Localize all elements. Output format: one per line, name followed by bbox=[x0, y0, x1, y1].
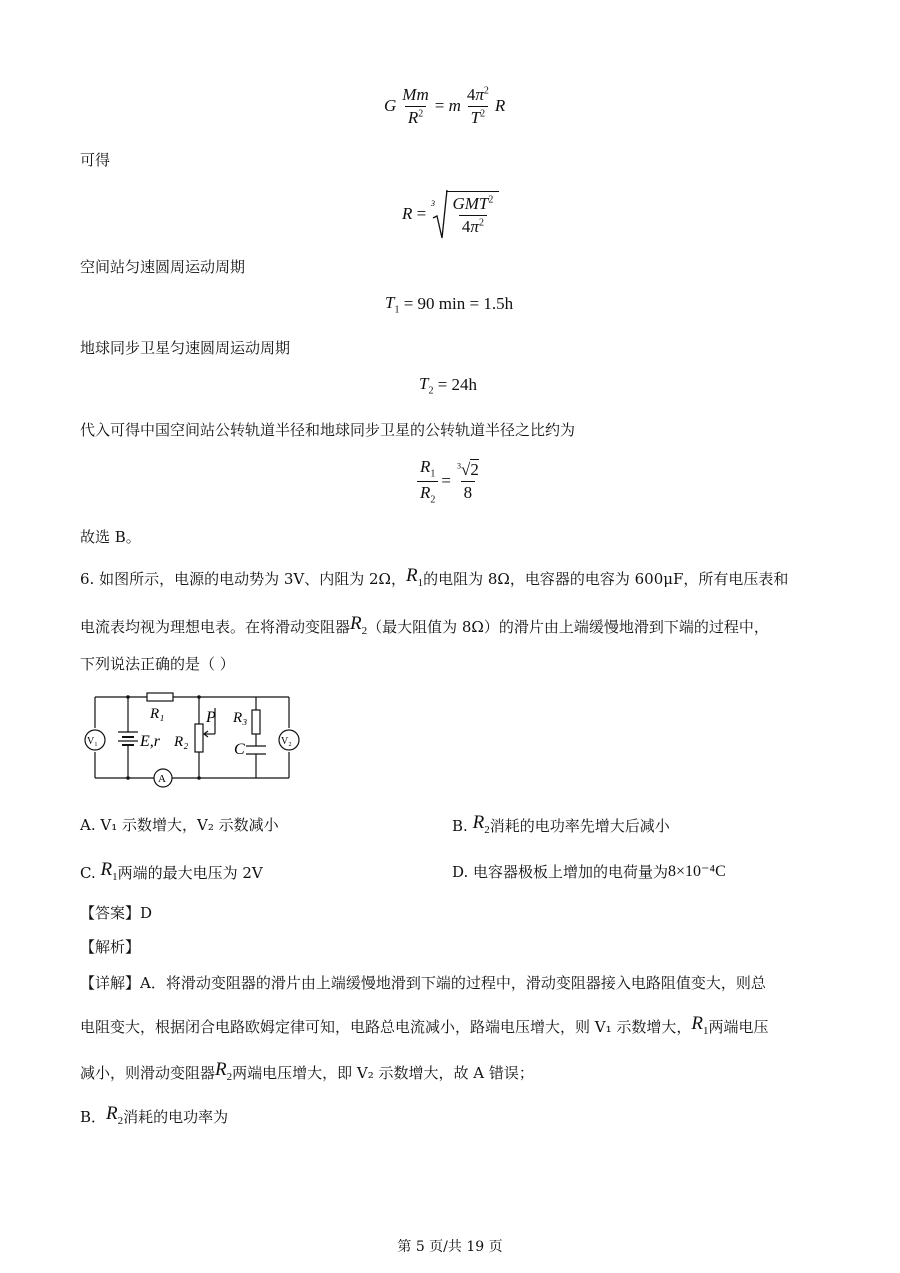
label-a: A bbox=[158, 773, 166, 785]
question-line1-b: 的电阻为 8Ω，电容器的电容为 600μF，所有电压表和 bbox=[423, 570, 789, 589]
option-a: A. V₁ 示数增大，V₂ 示数减小 bbox=[80, 816, 279, 834]
resistor-r1 bbox=[147, 693, 173, 701]
label-v2: V₂ bbox=[281, 736, 292, 747]
detail-r2-b: $R_2$ bbox=[106, 1103, 124, 1127]
page-footer: 第 5 页/共 19 页 bbox=[397, 1239, 503, 1255]
label-c: C bbox=[234, 741, 245, 758]
detail-r2: $R_2$ bbox=[215, 1059, 233, 1083]
circuit-diagram bbox=[78, 688, 308, 788]
option-b-r2: $R_2$ bbox=[472, 812, 490, 836]
question-line1-a: 如图所示，电源的电动势为 3V、内阻为 2Ω， bbox=[99, 570, 406, 589]
label-r1: R₁ bbox=[150, 706, 165, 722]
detail-line-3: 减小，则滑动变阻器 $R_2$ 两端电压增大，即 V₂ 示数增大，故 A 错误； bbox=[80, 1060, 534, 1087]
answer-line: 【答案】D bbox=[80, 904, 153, 922]
rheostat-r2 bbox=[195, 724, 203, 752]
resistor-r3 bbox=[252, 710, 260, 734]
label-geo-period: 地球同步卫星匀速圆周运动周期 bbox=[80, 339, 291, 357]
question-line2-b: （最大阻值为 8Ω）的滑片由上端缓慢地滑到下端的过程中， bbox=[367, 618, 769, 637]
label-er: E,r bbox=[140, 733, 160, 750]
option-b: B. $R_2$ 消耗的电功率先增大后减小 bbox=[452, 813, 670, 840]
equation-t2: $T_2$ = 24h bbox=[419, 373, 478, 397]
capacitor-c bbox=[246, 746, 266, 754]
option-d: D. 电容器极板上增加的电荷量为 8×10⁻⁴C bbox=[452, 863, 726, 881]
question-number: 6. bbox=[80, 570, 95, 589]
question-line-3: 下列说法正确的是（ ） bbox=[80, 655, 235, 673]
detail-line-2: 电阻变大，根据闭合电路欧姆定律可知，电路总电流减小，路端电压增大，则 V₁ 示数增大， $R_1$ 两端电压 bbox=[80, 1014, 769, 1041]
equation-gravity: G $\frac{Mm}{R^2}$ = m $\frac{4\pi^2}{T^2}$ R bbox=[384, 84, 506, 127]
option-d-value: 8×10⁻⁴C bbox=[668, 863, 726, 880]
label-station-period: 空间站匀速圆周运动周期 bbox=[80, 258, 246, 276]
option-c: C. $R_1$ 两端的最大电压为 2V bbox=[80, 860, 263, 887]
battery-e bbox=[118, 732, 138, 745]
equation-radius: R = 3 $\frac{GMT^2}{4\pi^2}$ bbox=[402, 186, 499, 242]
question-line-1 bbox=[80, 566, 788, 593]
label-r3: R₃ bbox=[233, 710, 248, 726]
detail-r1: $R_1$ bbox=[691, 1013, 709, 1037]
question-r2-symbol: $R_2$ bbox=[350, 613, 368, 637]
label-p: P bbox=[206, 709, 216, 726]
detail-line-1: 【详解】A．将滑动变阻器的滑片由上端缓慢地滑到下端的过程中，滑动变阻器接入电路阻值变大，则总 bbox=[80, 974, 766, 992]
analysis-line: 【解析】 bbox=[80, 938, 141, 956]
option-c-r1: $R_1$ bbox=[100, 859, 118, 883]
label-kede: 可得 bbox=[80, 151, 111, 169]
question-r1-symbol: $R_1$ bbox=[406, 565, 424, 589]
equation-ratio: $\frac{R_1}{R_2}$ = $\frac{^3√2}{8}$ bbox=[414, 454, 485, 508]
label-r2: R₂ bbox=[174, 734, 189, 750]
question-line-2 bbox=[80, 614, 769, 641]
detail-line-4: B． $R_2$ 消耗的电功率为 bbox=[80, 1104, 228, 1131]
label-ratio: 代入可得中国空间站公转轨道半径和地球同步卫星的公转轨道半径之比约为 bbox=[80, 421, 576, 439]
equation-t1: $T_1$ = 90 min = 1.5h bbox=[385, 292, 514, 316]
svg-text:3: 3 bbox=[431, 199, 436, 208]
label-v1: V₁ bbox=[87, 736, 98, 747]
question-line2-a: 电流表均视为理想电表。在将滑动变阻器 bbox=[80, 618, 351, 637]
conclusion-b: 故选 B。 bbox=[80, 528, 141, 546]
